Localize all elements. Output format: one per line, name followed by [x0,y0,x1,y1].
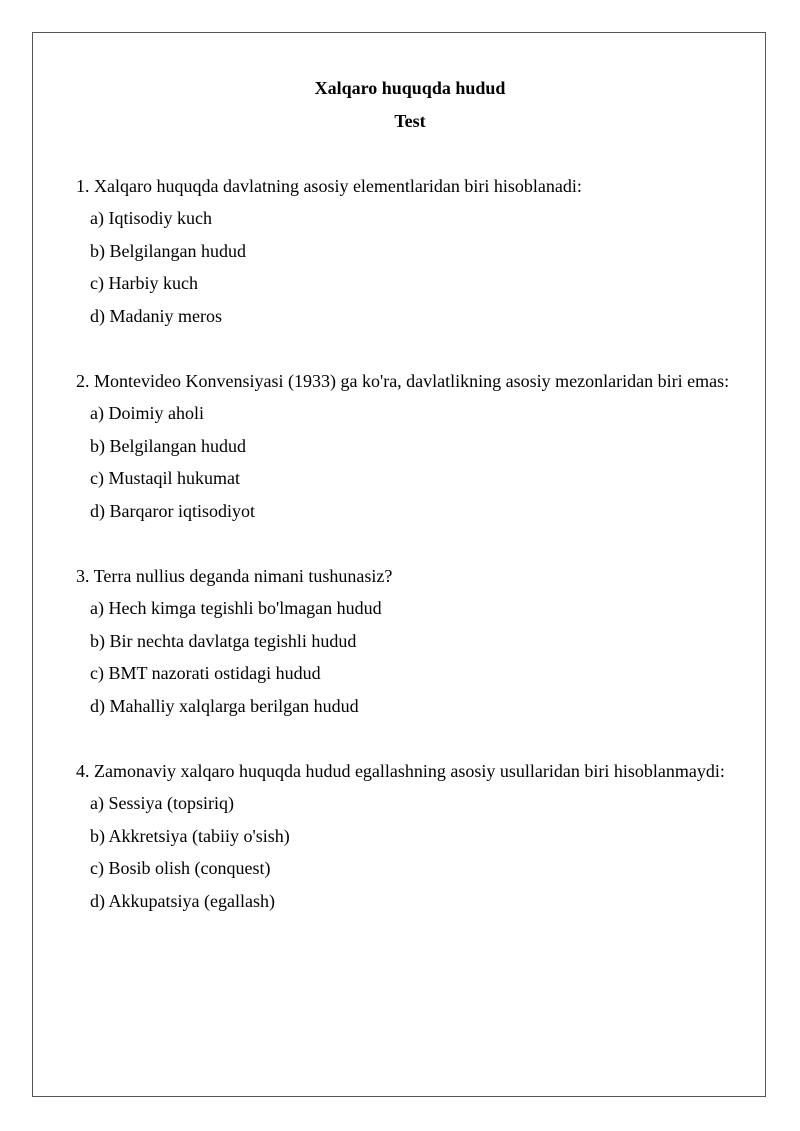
answer-option: b) Bir nechta davlatga tegishli hudud [90,630,357,651]
answer-option: a) Hech kimga tegishli bo'lmagan hudud [90,598,382,618]
answer-option: b) Belgilangan hudud [90,435,246,456]
document-title: Xalqaro huquqda hudud [314,78,506,98]
answer-option: a) Iqtisodiy kuch [90,208,212,228]
question-text: 4. Zamonaviy xalqaro huquqda hudud egallashning asosiy usullaridan biri hisoblanmaydi: [76,760,725,781]
answer-option: c) Mustaqil hukumat [90,468,240,488]
answer-option: b) Belgilangan hudud [90,240,246,261]
question-text: 1. Xalqaro huquqda davlatning asosiy elementlaridan biri hisoblanadi: [76,175,582,196]
answer-option: c) BMT nazorati ostidagi hudud [90,663,321,683]
document-subtitle: Test [394,110,426,131]
question-text: 3. Terra nullius deganda nimani tushunasiz? [76,565,393,586]
answer-option: a) Sessiya (topsiriq) [90,793,234,813]
answer-option: d) Akkupatsiya (egallash) [90,890,275,911]
question-block-1 [76,170,736,333]
spacer [76,332,736,365]
answer-option: d) Barqaror iqtisodiyot [90,500,255,521]
spacer [76,722,736,755]
answer-option: d) Mahalliy xalqlarga berilgan hudud [90,695,359,716]
question-block-4 [76,755,736,918]
document-body [76,72,736,917]
answer-option: d) Madaniy meros [90,305,222,326]
answer-option: b) Akkretsiya (tabiiy o'sish) [90,825,290,846]
question-block-2 [76,365,736,528]
spacer [76,137,736,170]
spacer [76,527,736,560]
answer-option: a) Doimiy aholi [90,403,204,423]
answer-option: c) Harbiy kuch [90,273,198,293]
question-text: 2. Montevideo Konvensiyasi (1933) ga ko'ra, davlatlikning asosiy mezonlaridan biri emas: [76,370,730,391]
answer-option: c) Bosib olish (conquest) [90,858,271,878]
question-block-3 [76,560,736,723]
